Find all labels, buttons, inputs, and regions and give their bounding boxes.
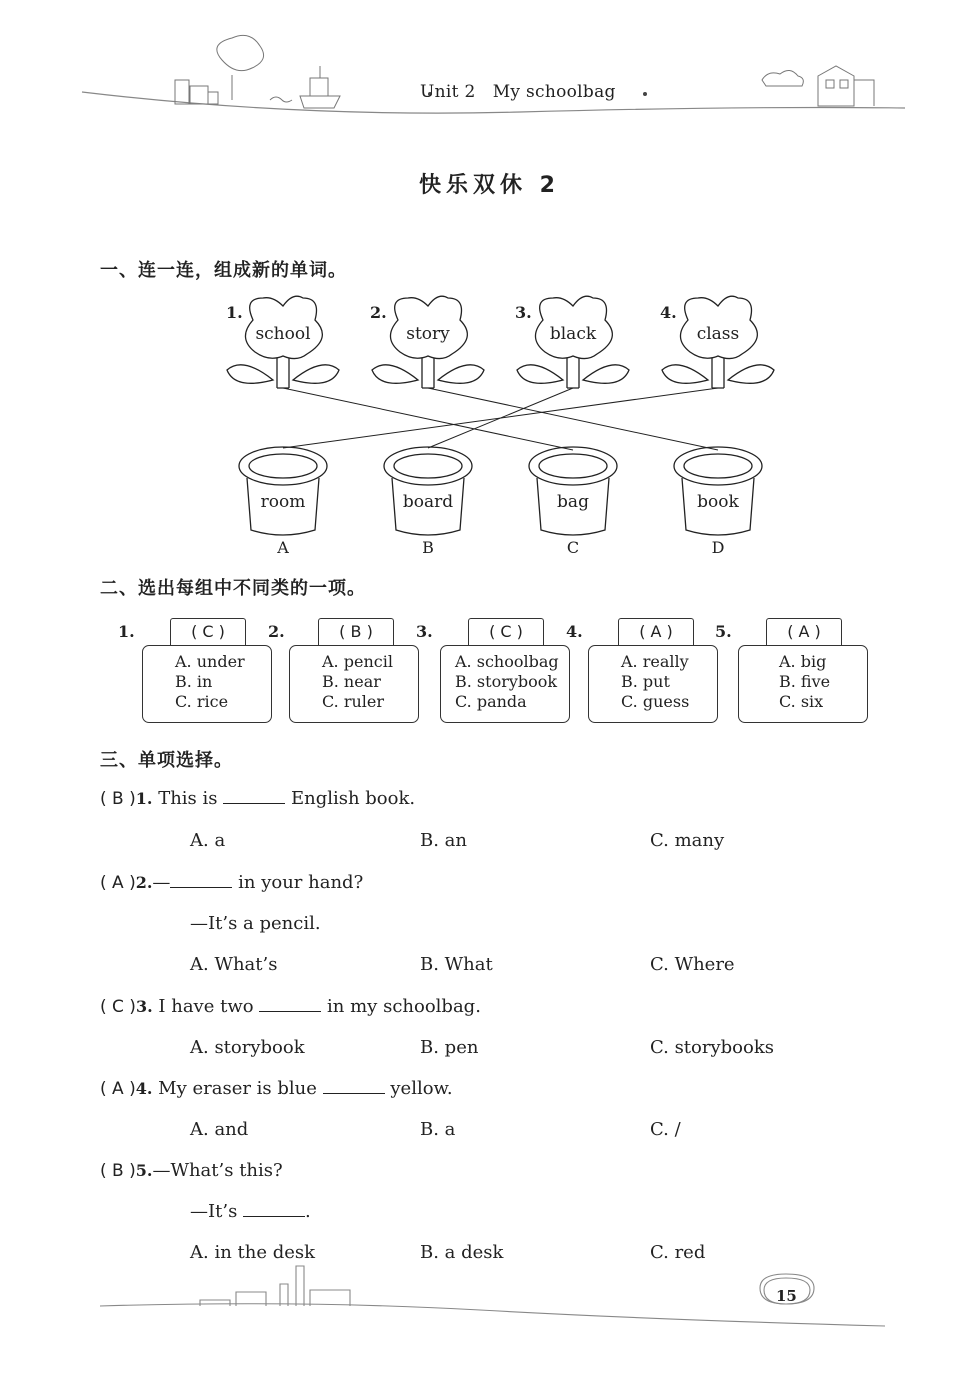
question-5-option-b: B. a desk <box>420 1242 504 1263</box>
question-2-option-b: B. What <box>420 954 493 975</box>
group-3-num: 3. <box>416 622 433 641</box>
group-5-box <box>738 645 868 723</box>
pot-A-letter: A <box>277 538 289 557</box>
question-5-pre: —What’s this? <box>152 1160 283 1181</box>
group-1-answer: ( C ) <box>170 618 246 645</box>
pot-B <box>384 447 472 535</box>
group-5-option-a: A. big <box>779 652 827 671</box>
flower-2-num: 2. <box>370 303 387 322</box>
pot-B-letter: B <box>422 538 434 557</box>
pot-A-word: room <box>260 492 306 512</box>
pot-C <box>529 447 617 535</box>
question-1-blank <box>223 789 285 804</box>
pot-C-word: bag <box>557 492 589 512</box>
question-1-num: 1. <box>135 789 153 808</box>
pot-C-letter: C <box>566 538 580 557</box>
question-3 <box>100 996 481 1017</box>
group-1-option-b: B. in <box>175 672 213 691</box>
footer-decoration <box>0 1260 979 1340</box>
question-2-line2: —It’s a pencil. <box>190 913 321 934</box>
question-4-option-a: A. and <box>190 1119 249 1140</box>
group-4-num: 4. <box>566 622 583 641</box>
pot-D-letter: D <box>711 538 725 557</box>
question-1-pre: This is <box>158 788 218 809</box>
question-5-line2 <box>190 1201 311 1222</box>
page-title: 快乐双休 2 <box>419 173 560 198</box>
question-4-option-c: C. / <box>650 1119 681 1140</box>
question-3-blank <box>259 997 321 1012</box>
question-2-post: in your hand? <box>238 872 364 893</box>
question-1 <box>100 788 415 809</box>
group-4-option-c: C. guess <box>621 692 690 711</box>
group-3-option-a: A. schoolbag <box>455 652 559 671</box>
group-5-answer: ( A ) <box>766 618 842 645</box>
pot-D <box>674 447 762 535</box>
question-2-answer: ( A ) <box>100 873 136 893</box>
question-1-option-b: B. an <box>420 830 467 851</box>
flower-4-word: class <box>696 324 740 344</box>
group-2-answer: ( B ) <box>318 618 394 645</box>
group-1-option-a: A. under <box>175 652 245 671</box>
question-2-blank <box>170 873 232 888</box>
question-1-post: English book. <box>290 788 416 809</box>
question-1-option-a: A. a <box>190 830 226 851</box>
question-4-blank <box>323 1079 385 1094</box>
question-3-answer: ( C ) <box>100 997 136 1017</box>
group-3-option-c: C. panda <box>455 692 527 711</box>
pot-A <box>239 447 327 535</box>
group-4-answer: ( A ) <box>618 618 694 645</box>
group-2-num: 2. <box>268 622 285 641</box>
question-4-num: 4. <box>135 1079 153 1098</box>
group-3-answer: ( C ) <box>468 618 544 645</box>
pot-B-word: board <box>402 492 454 512</box>
group-1-option-c: C. rice <box>175 692 229 711</box>
flower-1-word: school <box>255 324 311 344</box>
group-3-option-b: B. storybook <box>455 672 558 691</box>
group-4-option-a: A. really <box>621 652 689 671</box>
flower-4-num: 4. <box>660 303 677 322</box>
section3-heading: 三、单项选择。 <box>100 750 233 771</box>
question-4-option-b: B. a <box>420 1119 456 1140</box>
flower-3-word: black <box>549 324 597 344</box>
question-2 <box>100 872 363 893</box>
group-2-option-a: A. pencil <box>322 652 393 671</box>
matching-diagram <box>0 0 979 600</box>
section1-heading: 一、连一连，组成新的单词。 <box>100 260 347 281</box>
question-5-line2-pre: —It’s <box>190 1201 238 1222</box>
question-5-answer: ( B ) <box>100 1161 136 1181</box>
question-3-post: in my schoolbag. <box>327 996 481 1017</box>
question-3-option-b: B. pen <box>420 1037 479 1058</box>
question-3-pre: I have two <box>158 996 254 1017</box>
group-4-box <box>588 645 718 723</box>
question-4-post: yellow. <box>390 1078 453 1099</box>
group-5-num: 5. <box>715 622 732 641</box>
question-4-answer: ( A ) <box>100 1079 136 1099</box>
question-5 <box>100 1160 283 1181</box>
group-3-box <box>440 645 570 723</box>
question-5-line2-post: . <box>305 1201 311 1222</box>
flower-3-num: 3. <box>515 303 532 322</box>
flower-1-num: 1. <box>226 303 243 322</box>
group-4-option-b: B. put <box>621 672 670 691</box>
page-number: 15 <box>776 1287 797 1305</box>
question-2-num: 2. <box>135 873 153 892</box>
group-2-option-c: C. ruler <box>322 692 385 711</box>
group-5-option-c: C. six <box>779 692 824 711</box>
section2-heading: 二、选出每组中不同类的一项。 <box>100 578 366 599</box>
header-unit: Unit 2 <box>420 82 476 102</box>
question-1-answer: ( B ) <box>100 789 136 809</box>
question-5-option-c: C. red <box>650 1242 706 1263</box>
group-2-box <box>289 645 419 723</box>
group-2-option-b: B. near <box>322 672 381 691</box>
question-2-pre: — <box>152 872 171 893</box>
question-2-option-a: A. What’s <box>190 954 278 975</box>
group-1-box <box>142 645 272 723</box>
group-1-num: 1. <box>118 622 135 641</box>
question-4-pre: My eraser is blue <box>158 1078 317 1099</box>
question-1-option-c: C. many <box>650 830 725 851</box>
question-2-option-c: C. Where <box>650 954 735 975</box>
header-topic: My schoolbag <box>492 82 616 102</box>
flower-2-word: story <box>406 324 450 344</box>
question-3-num: 3. <box>135 997 153 1016</box>
pot-D-word: book <box>697 492 739 512</box>
question-5-option-a: A. in the desk <box>190 1242 316 1263</box>
question-3-option-a: A. storybook <box>190 1037 305 1058</box>
question-5-blank <box>243 1202 305 1217</box>
question-3-option-c: C. storybooks <box>650 1037 774 1058</box>
question-5-num: 5. <box>135 1161 153 1180</box>
question-4 <box>100 1078 453 1099</box>
group-5-option-b: B. five <box>779 672 831 691</box>
